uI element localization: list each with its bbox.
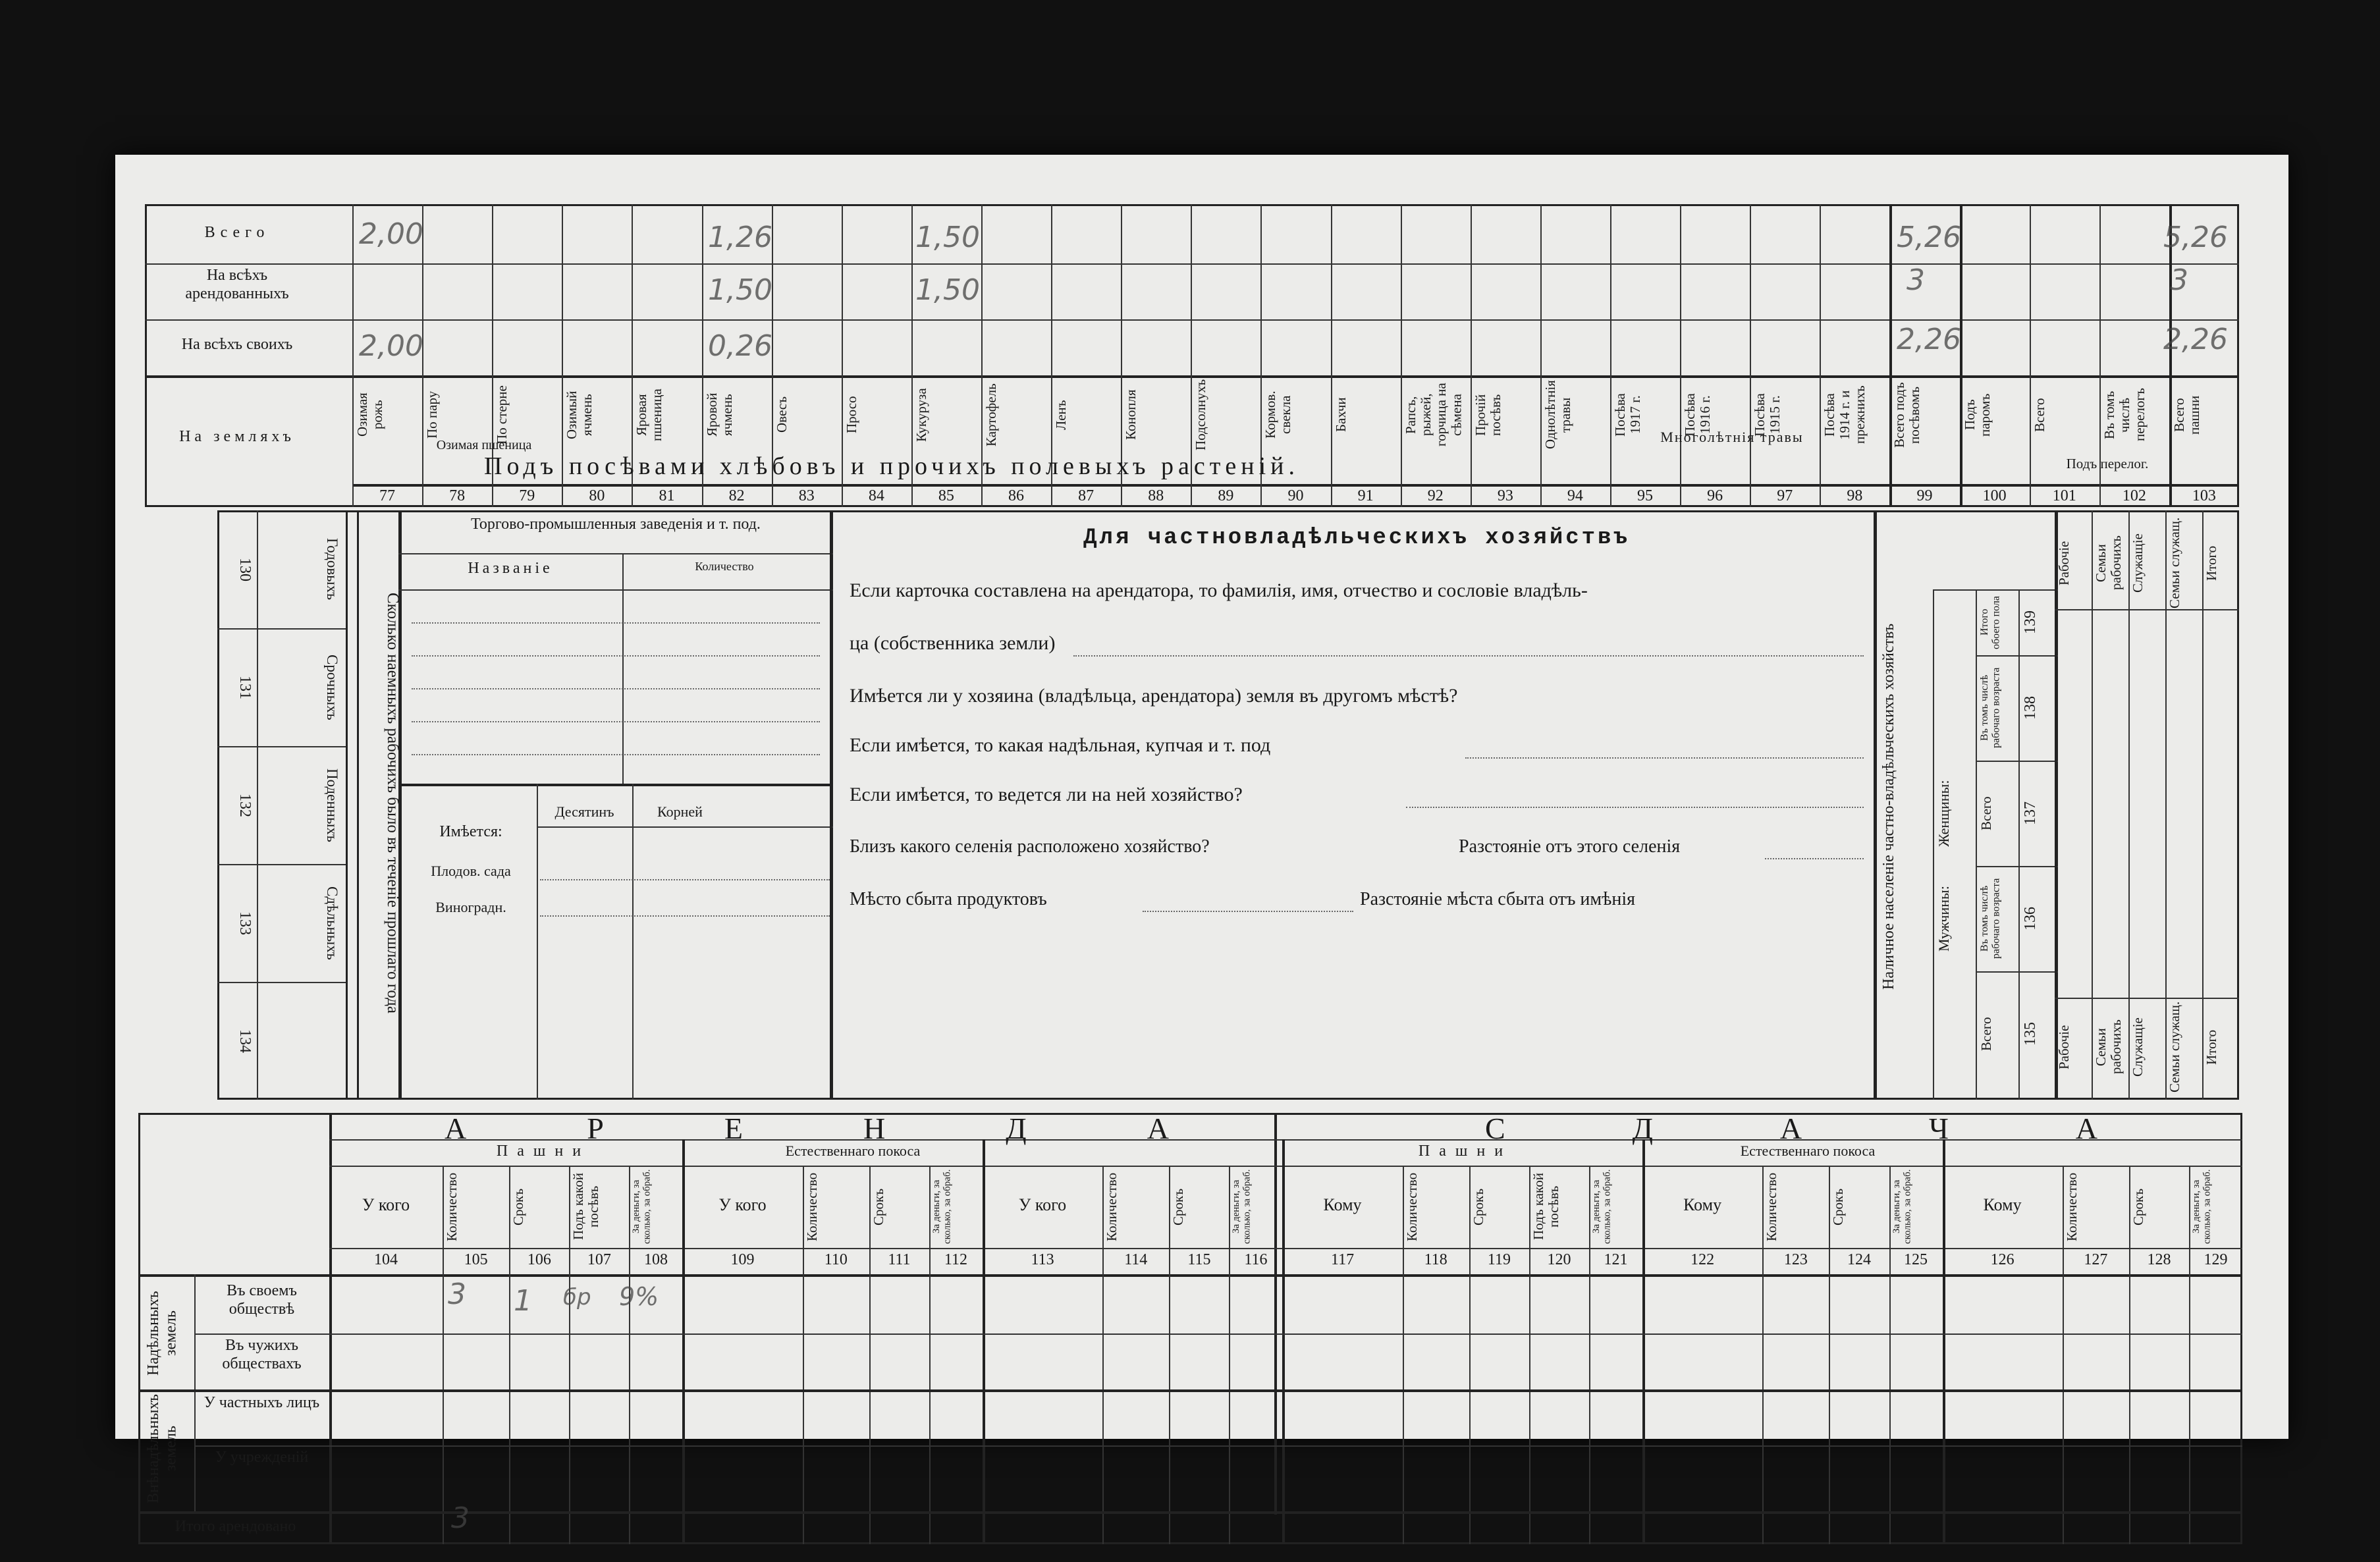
hired-col-number: 133 [236, 911, 254, 935]
row-total-rented: Итого арендовано [175, 1518, 296, 1535]
crop-label: Просо [843, 396, 859, 434]
crop-col-number: 86 [1008, 487, 1025, 504]
hw-own-82: 0,26 [708, 329, 772, 363]
crop-label: Всего подъ посѣвомъ [1891, 382, 1923, 448]
sdacha-arable: Пашни [1418, 1143, 1513, 1160]
q-arendator: Если карточка составлена на арендатора, то фамилія, имя, отчество и сословіе владѣль- [850, 579, 1588, 601]
q-distance-market: Разстояніе мѣста сбыта отъ имѣнія [1360, 889, 1635, 909]
arenda-col-header: Срокъ [1830, 1188, 1847, 1225]
crop-col-number: 90 [1287, 487, 1304, 504]
pop-num-139: 139 [2022, 610, 2039, 634]
hired-col-number: 132 [236, 793, 254, 817]
crop-label: Всего пашни [2171, 395, 2202, 435]
arenda-col-number: 109 [730, 1251, 755, 1268]
hw-total-82: 1,26 [708, 221, 772, 254]
crop-label: По стерне [494, 385, 510, 444]
crop-col-number: 100 [1982, 487, 2007, 504]
arenda-col-number: 110 [824, 1251, 848, 1268]
hw-arenda-107: бр [563, 1284, 591, 1310]
arenda-col-number: 115 [1187, 1251, 1211, 1268]
hw-itogo-105: 3 [451, 1501, 470, 1535]
hired-col-label: Срочныхъ [324, 654, 340, 720]
crop-col-number: 91 [1357, 487, 1374, 504]
census-card [115, 155, 2288, 1535]
hired-col-label [261, 988, 340, 1093]
crop-label: Бахчи [1332, 397, 1349, 433]
crop-label: Озимый ячмень [564, 390, 595, 439]
crop-col-number: 84 [868, 487, 884, 504]
crop-col-number: 85 [938, 487, 954, 504]
arenda-col-header: Количество [803, 1172, 820, 1241]
crop-col-number: 83 [798, 487, 815, 504]
arenda-col-number: 112 [944, 1251, 967, 1268]
hw-arenda-106: 1 [514, 1284, 532, 1318]
crop-col-number: 102 [2122, 487, 2146, 504]
arenda-col-header: Количество [1764, 1172, 1780, 1241]
arenda-col-number: 111 [888, 1251, 911, 1268]
orchards-label: Плодов. сада [431, 863, 511, 879]
arenda-letter: Р [587, 1112, 604, 1145]
arenda-col-header: Срокъ [870, 1188, 886, 1225]
workers-label-top: Семьи рабочихъ [2093, 535, 2124, 591]
group-nadel: Надѣльныхъ земель [145, 1291, 180, 1376]
arenda-col-header: Кому [1983, 1195, 2022, 1214]
arenda-col-number: 108 [643, 1251, 668, 1268]
arenda-col-number: 124 [1847, 1251, 1871, 1268]
crop-col-number: 78 [449, 487, 466, 504]
crop-label: Овесъ [773, 396, 790, 433]
arenda-letter: Е [724, 1112, 743, 1145]
pop-women-total: Всего [1978, 796, 1994, 830]
arenda-col-header: Срокъ [1170, 1188, 1187, 1225]
crop-label: Въ томъ числѣ перелогъ [2101, 388, 2148, 442]
hired-col-label: Сдѣльныхъ [324, 886, 340, 960]
workers-label-top: Рабочіе [2056, 541, 2072, 585]
arenda-col-number: 129 [2204, 1251, 2228, 1268]
desyatin-header: Десятинъ [554, 803, 614, 820]
arenda-col-number: 117 [1330, 1251, 1355, 1268]
row-total-label: Всего [204, 224, 270, 241]
sdacha-letter: С [1485, 1112, 1505, 1145]
crop-label: Кукуруза [913, 388, 929, 442]
crop-col-number: 77 [379, 487, 396, 504]
crop-label: Яровой ячмень [703, 392, 735, 437]
arenda-hay: Естественнаго покоса [785, 1143, 921, 1159]
crop-label: Картофель [983, 383, 999, 446]
crop-col-number: 79 [519, 487, 535, 504]
trade-title: Торгово-промышленныя заведенія и т. под. [471, 516, 761, 533]
crop-col-number: 98 [1847, 487, 1863, 504]
workers-label-bottom: Служащіе [2130, 1017, 2146, 1077]
hw-total-103: 5,26 [2163, 221, 2228, 254]
arenda-col-number: 106 [527, 1251, 551, 1268]
crop-col-number: 96 [1707, 487, 1723, 504]
crop-col-number: 93 [1497, 487, 1513, 504]
crop-col-number: 81 [659, 487, 675, 504]
arenda-col-header: Срокъ [1470, 1188, 1486, 1225]
sown-banner: Подъ посѣвами хлѣбовъ и прочихъ полевыхъ растеній. [484, 452, 1299, 480]
trade-name-header: Названіе [468, 560, 553, 577]
crop-col-number: 80 [589, 487, 605, 504]
workers-label-top: Итого [2204, 545, 2219, 581]
arenda-title [445, 1111, 1169, 1146]
arenda-col-header: За деньги, за сколько, за обраб. [1591, 1169, 1613, 1245]
hw-total-85: 1,50 [915, 221, 980, 254]
arenda-col-header: Количество [1104, 1172, 1120, 1241]
q-farming: Если имѣется, то ведется ли на ней хозяйство? [850, 784, 1243, 805]
arenda-col-header: У кого [362, 1195, 410, 1214]
crop-label: Ленъ [1053, 400, 1069, 430]
q-market: Мѣсто сбыта продуктовъ [850, 889, 1047, 909]
arenda-col-header: Количество [444, 1172, 460, 1241]
roots-header: Корней [657, 803, 703, 820]
sdacha-hay: Естественнаго покоса [1740, 1143, 1876, 1159]
crop-label: Прочій посѣвъ [1472, 394, 1503, 436]
pop-women-label: Женщины: [1935, 780, 1952, 847]
crop-col-number: 94 [1567, 487, 1583, 504]
crop-label: Конопля [1123, 389, 1139, 441]
pop-num-135: 135 [2022, 1022, 2039, 1046]
crop-label: Кормов. свекла [1262, 390, 1294, 439]
arenda-col-header: Подъ какой посѣвъ [1530, 1173, 1562, 1241]
hw-own-99: 2,26 [1897, 323, 1961, 356]
pop-num-138: 138 [2022, 696, 2039, 720]
group-perennial: Многолѣтнія травы [1660, 429, 1804, 445]
arenda-col-number: 127 [2084, 1251, 2108, 1268]
arenda-col-number: 116 [1244, 1251, 1268, 1268]
arenda-letter: А [1147, 1112, 1169, 1145]
arenda-col-header: Подъ какой посѣвъ [570, 1173, 602, 1241]
crop-label: Рапсъ, рыжей, горчица на сѣмена [1402, 383, 1464, 447]
arenda-col-number: 128 [2147, 1251, 2171, 1268]
crop-label: Подъ паромъ [1961, 393, 1993, 437]
pop-grand-total: Итого обоего пола [1979, 595, 2002, 649]
workers-label-bottom: Итого [2204, 1029, 2219, 1065]
crop-label: Озимая рожь [354, 392, 386, 437]
crop-label: Всего [2031, 398, 2047, 432]
pop-num-137: 137 [2022, 801, 2039, 825]
arenda-letter: А [445, 1112, 467, 1145]
pop-men-working: Въ томъ числѣ рабочаго возраста [1979, 878, 2002, 959]
hw-total-77: 2,00 [359, 217, 423, 251]
workers-label-top: Семьи служащ. [2167, 517, 2182, 609]
arenda-arable: Пашни [496, 1143, 591, 1160]
q-arendator-b: ца (собственника земли) [850, 632, 1056, 654]
workers-label-bottom: Семьи служащ. [2167, 1001, 2182, 1093]
group-winter-wheat: Озимая пшеница [436, 438, 532, 452]
row-rented-label: На всѣхъ арендованныхъ [185, 267, 289, 302]
pop-num-136: 136 [2022, 907, 2039, 930]
arenda-col-number: 122 [1690, 1251, 1715, 1268]
arenda-col-header: У кого [1018, 1195, 1067, 1214]
arenda-col-number: 125 [1904, 1251, 1928, 1268]
row-private-persons: У частныхъ лицъ [203, 1394, 320, 1411]
row-institutions: У учрежденій [215, 1449, 309, 1466]
pop-women-working: Въ томъ числѣ рабочаго возраста [1979, 667, 2002, 749]
arenda-col-header: За деньги, за сколько, за обраб. [931, 1169, 953, 1245]
trade-qty-header: Количество [695, 560, 754, 573]
crop-label: По пару [424, 390, 441, 439]
workers-label-bottom: Семьи рабочихъ [2093, 1019, 2124, 1075]
crop-col-number: 103 [2192, 487, 2216, 504]
crop-col-number: 92 [1427, 487, 1444, 504]
arenda-col-number: 113 [1031, 1251, 1054, 1268]
crop-label: Однолѣтнія травы [1542, 380, 1573, 450]
arenda-col-number: 118 [1424, 1251, 1447, 1268]
hired-col-label: Годовыхъ [324, 538, 340, 601]
arenda-col-header: За деньги, за сколько, за обраб. [1231, 1169, 1253, 1245]
hw-own-103: 2,26 [2163, 323, 2228, 356]
arenda-col-number: 126 [1990, 1251, 2015, 1268]
arenda-col-number: 119 [1487, 1251, 1511, 1268]
crop-label: Посѣва 1914 г. и прежнихъ [1822, 385, 1868, 444]
hired-col-number: 134 [236, 1029, 254, 1053]
crop-col-number: 88 [1148, 487, 1164, 504]
crop-col-number: 87 [1078, 487, 1095, 504]
row-other-societies: Въ чужихъ обществахъ [222, 1337, 302, 1372]
hired-workers-title: Сколько наемныхъ рабочихъ было въ теченіе прошлаго года [384, 593, 402, 1014]
hw-rented-99: 3 [1907, 263, 1925, 297]
crop-label: Подсолнухъ [1193, 379, 1209, 451]
sdacha-letter: А [1779, 1112, 1802, 1145]
arenda-col-number: 105 [464, 1251, 488, 1268]
arenda-col-header: Количество [2063, 1172, 2080, 1241]
arenda-col-header: Количество [1403, 1172, 1420, 1241]
pop-men-label: Мужчины: [1935, 886, 1952, 952]
sdacha-title [1485, 1111, 2097, 1146]
hw-arenda-105: 3 [448, 1278, 466, 1311]
crop-label: Посѣва 1917 г. [1612, 393, 1644, 437]
row-own-society: Въ своемъ обществѣ [227, 1282, 297, 1318]
crop-col-number: 95 [1637, 487, 1654, 504]
row-own-label: На всѣхъ своихъ [181, 336, 293, 353]
population-title: Наличное населеніе частно-владѣльческихъ хозяйствъ [1880, 623, 1897, 990]
hired-col-number: 130 [236, 557, 254, 581]
row-lands-label: На земляхъ [179, 428, 295, 445]
crop-label: Посѣва 1916 г. [1682, 393, 1714, 437]
workers-label-top: Служащіе [2130, 533, 2146, 593]
crop-col-number: 101 [2052, 487, 2076, 504]
arenda-col-number: 120 [1547, 1251, 1571, 1268]
hired-col-number: 131 [236, 675, 254, 699]
arenda-col-header: У кого [718, 1195, 767, 1214]
q-other-land: Имѣется ли у хозяина (владѣльца, арендатора) земля въ другомъ мѣстѣ? [850, 685, 1458, 707]
arenda-col-header: Срокъ [2130, 1188, 2146, 1225]
group-non-nadel: Внѣнадѣльныхъ земель [145, 1394, 180, 1504]
hw-arenda-108: 9% [619, 1282, 659, 1311]
has-label: Имѣется: [439, 823, 502, 840]
crop-label: Посѣва 1915 г. [1752, 393, 1783, 437]
vineyards-label: Виноградн. [435, 899, 506, 915]
pop-men-total: Всего [1978, 1017, 1994, 1051]
crop-col-number: 99 [1916, 487, 1933, 504]
arenda-col-header: Срокъ [510, 1188, 527, 1225]
crop-label: Яровая пшеница [634, 389, 665, 441]
arenda-col-header: Кому [1323, 1195, 1362, 1214]
q-land-type: Если имѣется, то какая надѣльная, купчая и т. под [850, 734, 1271, 756]
sdacha-letter: Д [1632, 1112, 1653, 1145]
arenda-letter: Д [1006, 1112, 1027, 1145]
arenda-col-header: За деньги, за сколько, за обраб. [631, 1169, 653, 1245]
arenda-col-header: За деньги, за сколько, за обраб. [1891, 1169, 1913, 1245]
crop-col-number: 82 [728, 487, 745, 504]
hw-rented-85: 1,50 [915, 273, 980, 307]
private-title: Для частновладѣльческихъ хозяйствъ [1083, 525, 1630, 551]
workers-label-bottom: Рабочіе [2056, 1025, 2072, 1069]
hw-rented-103: 3 [2170, 263, 2188, 297]
arenda-col-number: 104 [374, 1251, 398, 1268]
hired-col-label: Поденныхъ [324, 768, 340, 842]
arenda-col-header: За деньги, за сколько, за обраб. [2191, 1169, 2213, 1245]
hw-rented-82: 1,50 [708, 273, 772, 307]
hw-total-99: 5,26 [1897, 221, 1961, 254]
q-distance-village: Разстояніе отъ этого селенія [1459, 836, 1681, 857]
crop-col-number: 89 [1218, 487, 1234, 504]
crop-col-number: 97 [1777, 487, 1793, 504]
arenda-col-number: 107 [587, 1251, 611, 1268]
arenda-col-number: 121 [1604, 1251, 1628, 1268]
sdacha-letter: А [2075, 1112, 2097, 1145]
q-village: Близъ какого селенія расположено хозяйство? [850, 836, 1210, 857]
arenda-col-header: Кому [1683, 1195, 1722, 1214]
sdacha-letter: Ч [1928, 1112, 1949, 1145]
hw-own-77: 2,00 [359, 329, 423, 363]
arenda-col-number: 123 [1783, 1251, 1808, 1268]
arenda-col-number: 114 [1124, 1251, 1148, 1268]
group-fallow: Подъ перелог. [2066, 456, 2149, 471]
arenda-letter: Н [863, 1112, 886, 1145]
